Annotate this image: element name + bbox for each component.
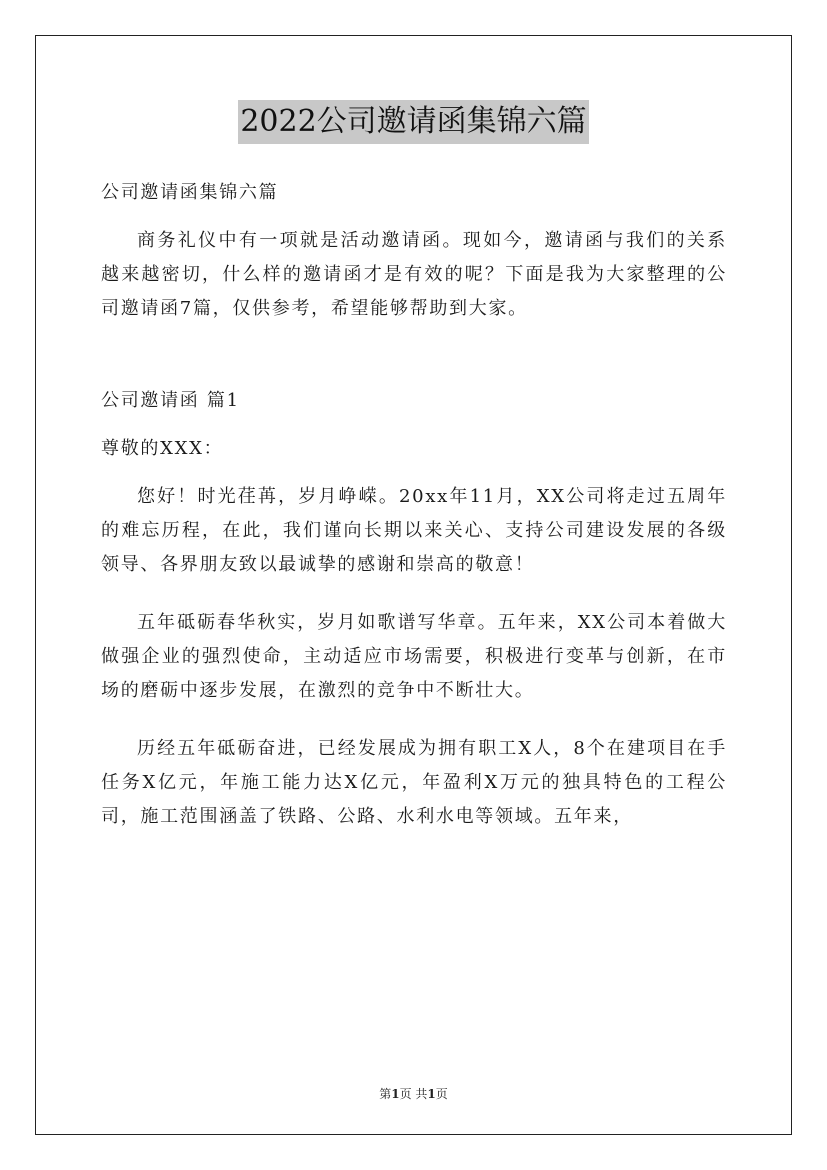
intro-paragraph: 商务礼仪中有一项就是活动邀请函。现如今，邀请函与我们的关系越来越密切，什么样的邀请函才是有效的呢？下面是我为大家整理的公司邀请函7篇，仅供参考，希望能够帮助到大家。	[101, 230, 727, 319]
body-paragraph: 五年砥砺春华秋实，岁月如歌谱写华章。五年来，XX公司本着做大做强企业的强烈使命，主动适应市场需要，积极进行变革与创新，在市场的磨砺中逐步发展，在激烈的竞争中不断壮大。	[101, 612, 727, 701]
page-number-mid: 页 共	[399, 1087, 428, 1101]
page-number-suffix: 页	[435, 1087, 448, 1101]
document-subtitle: 公司邀请函集锦六篇	[101, 182, 279, 203]
body-paragraph: 您好！时光荏苒，岁月峥嵘。20xx年11月，XX公司将走过五周年的难忘历程，在此，我们谨向长期以来关心、支持公司建设发展的各级领导、各界朋友致以最诚挚的感谢和崇高的敬意！	[101, 486, 727, 575]
title-wrap	[0, 100, 827, 144]
page-number-total: 1	[427, 1087, 436, 1101]
page-number-prefix: 第	[379, 1087, 392, 1101]
document-body	[101, 176, 727, 834]
section-heading: 公司邀请函 篇1	[101, 390, 240, 411]
document-title: 2022公司邀请函集锦六篇	[238, 100, 588, 144]
body-paragraph: 历经五年砥砺奋进，已经发展成为拥有职工X人，8个在建项目在手任务X亿元，年施工能力达X亿元，年盈利X万元的独具特色的工程公司，施工范围涵盖了铁路、公路、水利水电等领域。五年来，	[101, 738, 727, 827]
salutation: 尊敬的XXX：	[101, 438, 224, 459]
page-number-current: 1	[391, 1087, 400, 1101]
page-footer	[0, 1085, 827, 1102]
